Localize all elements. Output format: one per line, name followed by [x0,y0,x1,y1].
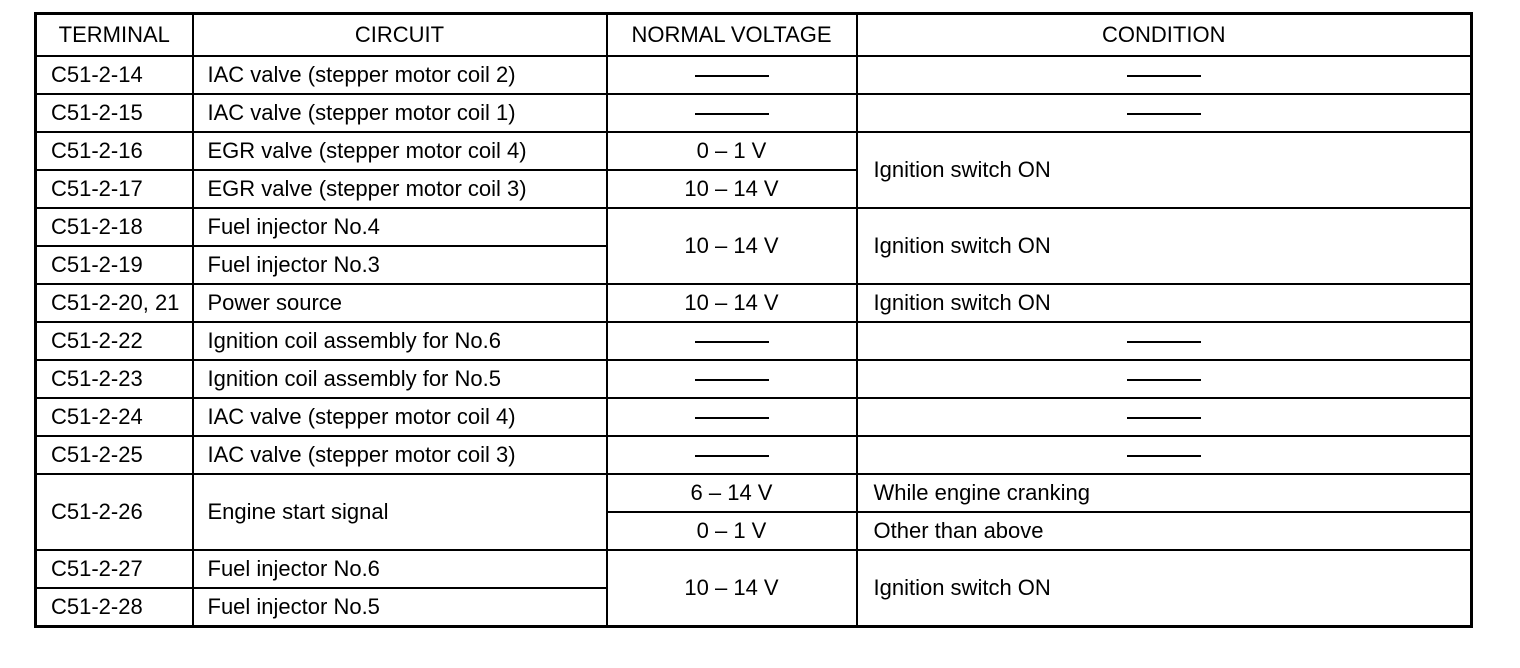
terminal-cell: C51-2-16 [36,132,193,170]
table-row [36,398,1472,436]
terminal-cell: C51-2-17 [36,170,193,208]
condition-cell [857,322,1472,360]
table-row [36,94,1472,132]
table-row [36,474,1472,512]
table-row [36,322,1472,360]
dash-line [1127,455,1201,457]
condition-cell [857,360,1472,398]
voltage-cell [607,56,857,94]
voltage-cell: 10 – 14 V [607,550,857,627]
header-terminal: TERMINAL [36,14,193,57]
dash-line [695,417,769,419]
table-row [36,284,1472,322]
terminal-cell: C51-2-23 [36,360,193,398]
terminal-cell: C51-2-26 [36,474,193,550]
terminal-cell: C51-2-20, 21 [36,284,193,322]
dash-line [695,341,769,343]
circuit-cell: IAC valve (stepper motor coil 2) [193,56,607,94]
dash-line [695,379,769,381]
header-circuit: CIRCUIT [193,14,607,57]
terminal-cell: C51-2-18 [36,208,193,246]
condition-cell [857,398,1472,436]
voltage-cell [607,436,857,474]
circuit-cell: Engine start signal [193,474,607,550]
terminal-cell: C51-2-27 [36,550,193,588]
condition-cell: Ignition switch ON [857,132,1472,208]
terminal-voltage-table [34,12,1473,628]
voltage-cell: 10 – 14 V [607,208,857,284]
table-row [36,436,1472,474]
dash-line [1127,75,1201,77]
circuit-cell: Fuel injector No.5 [193,588,607,627]
dash-line [1127,113,1201,115]
circuit-cell: Fuel injector No.6 [193,550,607,588]
table-header-row [36,14,1472,57]
terminal-cell: C51-2-15 [36,94,193,132]
header-normal-voltage: NORMAL VOLTAGE [607,14,857,57]
circuit-cell: Ignition coil assembly for No.5 [193,360,607,398]
condition-cell: While engine cranking [857,474,1472,512]
table-row [36,208,1472,246]
circuit-cell: IAC valve (stepper motor coil 4) [193,398,607,436]
dash-line [1127,379,1201,381]
terminal-cell: C51-2-19 [36,246,193,284]
table-row [36,550,1472,588]
circuit-cell: Fuel injector No.4 [193,208,607,246]
table-row [36,132,1472,170]
header-condition: CONDITION [857,14,1472,57]
voltage-cell: 10 – 14 V [607,284,857,322]
terminal-voltage-table-sheet [34,12,1470,628]
condition-cell: Ignition switch ON [857,284,1472,322]
circuit-cell: Fuel injector No.3 [193,246,607,284]
circuit-cell: Ignition coil assembly for No.6 [193,322,607,360]
voltage-cell [607,360,857,398]
terminal-cell: C51-2-22 [36,322,193,360]
voltage-cell [607,94,857,132]
condition-cell [857,436,1472,474]
terminal-cell: C51-2-14 [36,56,193,94]
voltage-cell [607,398,857,436]
condition-cell: Ignition switch ON [857,550,1472,627]
dash-line [695,113,769,115]
dash-line [695,75,769,77]
terminal-cell: C51-2-25 [36,436,193,474]
condition-cell [857,56,1472,94]
voltage-cell: 0 – 1 V [607,512,857,550]
voltage-cell: 6 – 14 V [607,474,857,512]
table-row [36,56,1472,94]
terminal-cell: C51-2-28 [36,588,193,627]
condition-cell [857,94,1472,132]
dash-line [695,455,769,457]
table-row [36,360,1472,398]
condition-cell: Ignition switch ON [857,208,1472,284]
dash-line [1127,417,1201,419]
condition-cell: Other than above [857,512,1472,550]
dash-line [1127,341,1201,343]
circuit-cell: IAC valve (stepper motor coil 1) [193,94,607,132]
terminal-cell: C51-2-24 [36,398,193,436]
voltage-cell [607,322,857,360]
voltage-cell: 10 – 14 V [607,170,857,208]
circuit-cell: EGR valve (stepper motor coil 3) [193,170,607,208]
circuit-cell: EGR valve (stepper motor coil 4) [193,132,607,170]
circuit-cell: Power source [193,284,607,322]
voltage-cell: 0 – 1 V [607,132,857,170]
circuit-cell: IAC valve (stepper motor coil 3) [193,436,607,474]
